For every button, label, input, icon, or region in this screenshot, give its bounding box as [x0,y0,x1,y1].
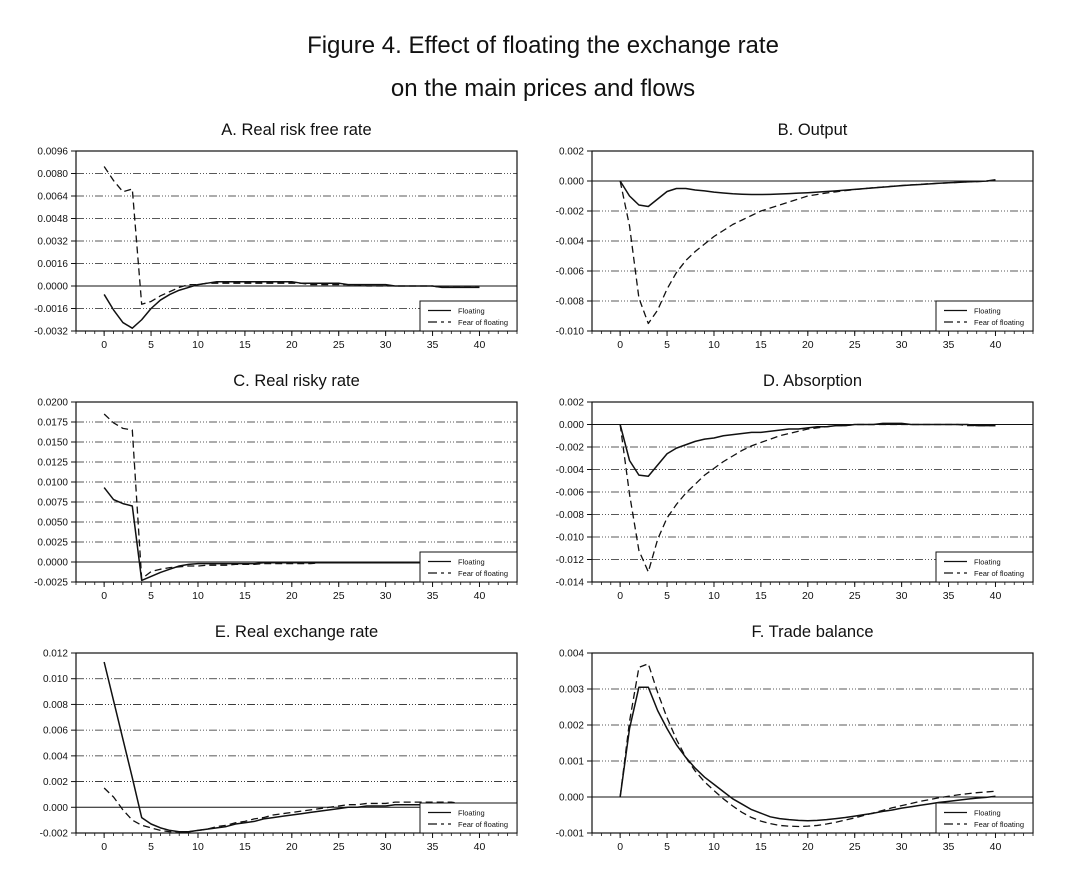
panel-f-plot [543,645,1086,871]
y-tick-label: 0.0150 [37,437,68,449]
x-tick-label: 35 [426,590,439,602]
y-tick-label: 0.0175 [37,417,68,429]
y-tick-label: -0.012 [555,555,584,566]
series-line-floating [620,423,995,476]
x-tick-label: 15 [755,590,767,602]
legend [420,301,517,331]
y-tick-label: 0.0048 [37,214,68,225]
y-tick-label: 0.0100 [37,477,68,489]
legend [936,552,1033,582]
legend-label: Fear of floating [974,317,1025,327]
x-tick-label: 10 [192,339,204,351]
panel-e-title: E. Real exchange rate [214,623,379,641]
x-tick-label: 10 [708,339,720,351]
x-tick-label: 25 [332,339,345,351]
x-tick-label: 5 [664,590,670,602]
x-tick-label: 0 [101,590,108,602]
x-tick-label: 35 [426,339,439,351]
panel-b-canvas [543,143,1086,369]
y-tick-label: -0.0032 [34,326,68,338]
legend [420,803,517,833]
x-tick-label: 15 [755,841,767,853]
legend [420,552,517,582]
y-tick-label: 0.0025 [37,537,68,549]
y-tick-label: 0.004 [42,751,68,763]
x-tick-label: 10 [192,590,204,602]
y-tick-label: 0.004 [558,648,584,660]
y-tick-label: 0.000 [42,802,68,814]
y-tick-label: 0.012 [42,648,68,660]
legend [936,301,1033,331]
panel-c-title: C. Real risky rate [233,372,360,390]
y-tick-label: 0.002 [558,720,584,732]
y-tick-label: -0.006 [555,487,584,499]
x-tick-label: 5 [664,841,670,853]
x-tick-label: 40 [989,339,1002,351]
y-tick-label: 0.0016 [37,259,68,270]
x-tick-label: 15 [239,590,251,602]
panel-a-plot [0,143,543,369]
y-tick-label: 0.008 [42,699,68,711]
panel-real-risky-rate [0,369,543,620]
x-tick-label: 5 [148,590,154,602]
panel-a-title: A. Real risk free rate [221,121,372,139]
panel-d-title: D. Absorption [762,372,863,390]
panel-b-title: B. Output [777,121,848,139]
panel-f-canvas [543,645,1086,871]
x-tick-label: 40 [989,590,1002,602]
y-tick-label: -0.0025 [34,577,68,589]
panel-c-plot [0,394,543,620]
y-tick-label: 0.000 [558,176,584,188]
x-tick-label: 15 [239,841,251,853]
x-tick-label: 40 [473,841,486,853]
panel-b-plot [543,143,1086,369]
y-tick-label: -0.0016 [34,304,68,315]
legend-label: Floating [458,557,485,567]
y-tick-label: 0.0000 [37,557,68,569]
panel-f-title: F. Trade balance [751,623,874,641]
y-tick-label: 0.010 [42,674,68,686]
x-tick-label: 25 [848,841,861,853]
y-tick-label: 0.003 [558,684,584,696]
x-tick-label: 25 [848,590,861,602]
x-tick-label: 35 [426,841,439,853]
x-tick-label: 5 [148,339,154,351]
x-tick-label: 0 [101,841,108,853]
x-tick-label: 20 [801,841,814,853]
x-tick-label: 35 [942,841,955,853]
legend-label: Floating [458,306,485,316]
y-tick-label: 0.0080 [37,169,68,180]
legend-label: Floating [974,808,1001,818]
y-tick-label: 0.000 [558,420,584,431]
y-tick-label: 0.002 [558,397,584,409]
x-tick-label: 10 [708,590,720,602]
legend-label: Floating [974,306,1001,316]
y-tick-label: 0.002 [558,146,584,158]
x-tick-label: 30 [379,841,392,853]
panel-d-plot [543,394,1086,620]
legend-label: Fear of floating [458,317,509,327]
series-line-floating [620,180,995,207]
legend-label: Floating [974,557,1001,567]
y-tick-label: -0.008 [555,510,584,521]
x-tick-label: 35 [942,590,955,602]
x-tick-label: 40 [989,841,1002,853]
y-tick-label: -0.001 [555,828,584,840]
y-tick-label: 0.0125 [37,457,68,469]
panel-trade-balance [543,620,1086,871]
y-tick-label: -0.004 [555,465,584,476]
legend-label: Fear of floating [458,568,509,578]
x-tick-label: 25 [332,841,345,853]
x-tick-label: 40 [473,590,486,602]
x-tick-label: 20 [285,841,298,853]
panels-grid [0,118,1086,871]
y-tick-label: -0.014 [555,577,584,589]
x-tick-label: 15 [239,339,251,351]
x-tick-label: 25 [848,339,861,351]
y-tick-label: 0.0050 [37,517,68,529]
y-tick-label: 0.0096 [37,146,68,158]
y-tick-label: -0.006 [555,266,584,278]
x-tick-label: 30 [895,841,908,853]
y-tick-label: 0.006 [42,725,68,737]
panel-absorption [543,369,1086,620]
legend-label: Floating [458,808,485,818]
x-tick-label: 5 [664,339,670,351]
y-tick-label: 0.001 [558,756,584,768]
figure-title [0,0,1086,110]
panel-d-canvas [543,394,1086,620]
x-tick-label: 30 [895,339,908,351]
x-tick-label: 15 [755,339,767,351]
x-tick-label: 10 [708,841,720,853]
y-tick-label: -0.002 [39,828,68,840]
x-tick-label: 0 [101,339,108,351]
x-tick-label: 10 [192,841,204,853]
x-tick-label: 40 [473,339,486,351]
panel-output [543,118,1086,369]
y-tick-label: 0.0032 [37,236,68,248]
y-tick-label: 0.0064 [37,191,68,203]
legend-label: Fear of floating [974,568,1025,578]
figure-title-line1: Figure 4. Effect of floating the exchange rate [307,32,779,59]
legend [936,803,1033,833]
x-tick-label: 0 [617,590,624,602]
y-tick-label: -0.002 [555,442,584,454]
x-tick-label: 20 [285,590,298,602]
series-line-floating [620,687,995,821]
x-tick-label: 5 [148,841,154,853]
x-tick-label: 30 [379,590,392,602]
y-tick-label: 0.0200 [37,397,68,409]
panel-a-canvas [0,143,543,369]
y-tick-label: -0.010 [555,532,584,544]
y-tick-label: -0.002 [555,206,584,218]
x-tick-label: 20 [801,339,814,351]
x-tick-label: 25 [332,590,345,602]
x-tick-label: 20 [285,339,298,351]
legend-label: Fear of floating [458,819,509,829]
x-tick-label: 0 [617,339,624,351]
y-tick-label: -0.008 [555,296,584,308]
panel-real-exchange-rate [0,620,543,871]
panel-e-canvas [0,645,543,871]
x-tick-label: 30 [895,590,908,602]
y-tick-label: -0.004 [555,236,584,248]
y-tick-label: 0.000 [558,792,584,804]
panel-c-canvas [0,394,543,620]
y-tick-label: 0.0075 [37,497,68,509]
panel-e-plot [0,645,543,871]
legend-label: Fear of floating [974,819,1025,829]
x-tick-label: 0 [617,841,624,853]
panel-real-risk-free-rate [0,118,543,369]
series-line-fear-of-floating [104,166,479,304]
x-tick-label: 20 [801,590,814,602]
figure-title-line2: on the main prices and flows [390,75,696,102]
y-tick-label: 0.002 [42,777,68,789]
x-tick-label: 35 [942,339,955,351]
x-tick-label: 30 [379,339,392,351]
y-tick-label: -0.010 [555,326,584,338]
y-tick-label: 0.0000 [37,281,68,293]
